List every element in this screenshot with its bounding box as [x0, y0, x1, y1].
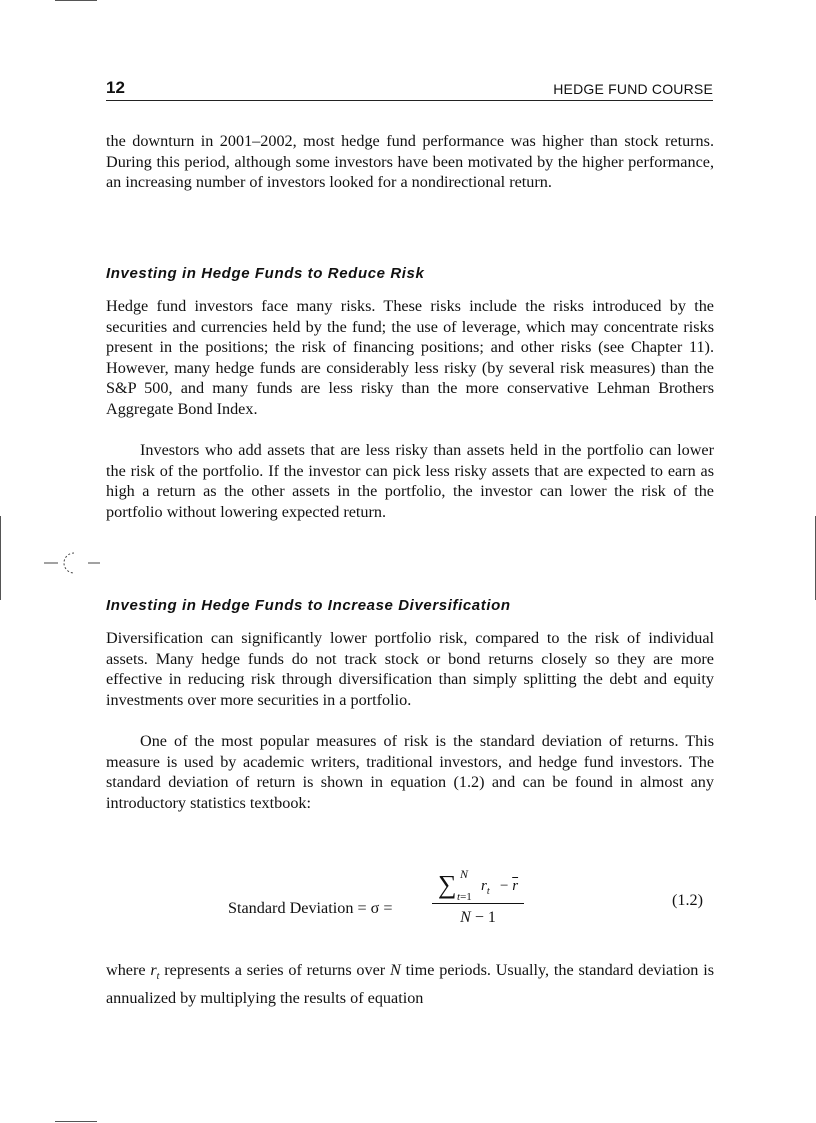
- body-paragraph: One of the most popular measures of risk is the standard deviation of returns. This measure is used by academic writers, traditional investors, and hedge fund investors. The standard deviation of return is shown in equation (1.2) and can be found in almost any introductory statistics textbook:: [106, 732, 714, 812]
- summation-symbol: ∑: [438, 870, 457, 899]
- crop-mark-top: [55, 0, 97, 1]
- equation-denominator: N − 1: [460, 909, 496, 926]
- fraction-bar: [432, 903, 524, 904]
- equation-fraction: [432, 866, 524, 930]
- body-paragraph: Diversification can significantly lower portfolio risk, compared to the risk of individual assets. Many hedge funds do not track stock or bond returns closely so they are more effective in reducing risk through diversification than simply splitting the debt and equity investments over more securities in a portfolio.: [106, 629, 714, 709]
- page-header: [106, 78, 713, 101]
- intro-paragraph: the downturn in 2001–2002, most hedge fund performance was higher than stock returns. During this period, although some investors have been motivated by the higher performance, an increasing number of investors looked for a nondirectional return.: [106, 132, 714, 192]
- side-crop-mark-left: [0, 516, 1, 600]
- summation-lower-limit: t=1: [457, 891, 472, 903]
- inline-variable-rt: $r_t$: [150, 961, 160, 983]
- registration-mark-icon: [44, 548, 104, 578]
- equation-number: (1.2): [672, 891, 704, 909]
- running-head: HEDGE FUND COURSE: [553, 81, 713, 97]
- equation-lhs: Standard Deviation = σ =: [228, 899, 393, 917]
- section-heading-diversification: Investing in Hedge Funds to Increase Diversification: [106, 597, 511, 614]
- return-term: $r_t$: [481, 878, 490, 897]
- equation-standard-deviation: [0, 866, 816, 936]
- mean-return-term: − $\overline{r}$: [500, 878, 519, 894]
- crop-mark-bottom: [55, 1121, 97, 1122]
- body-paragraph: Investors who add assets that are less risky than assets held in the portfolio can lower the risk of the portfolio. If the investor can pick less risky assets that are expected to earn as high a return as the other assets in the portfolio, the investor can lower the risk of the portfolio without lowering expected return.: [106, 441, 714, 521]
- section-heading-reduce-risk: Investing in Hedge Funds to Reduce Risk: [106, 265, 425, 282]
- closing-paragraph: where $r_t$ represents a series of returns over N time periods. Usually, the standard deviation is annualized by multiplying the results of equation: [106, 961, 714, 1007]
- body-paragraph: Hedge fund investors face many risks. These risks include the risks introduced by the securities and currencies held by the fund; the use of leverage, which may concentrate risks present in the positions; the risk of financing positions; and other risks (see Chapter 11). However, many hedge funds are considerably less risky (by several risk measures) than the S&P 500, and many funds are less risky than the more conservative Lehman Brothers Aggregate Bond Index.: [106, 297, 714, 418]
- summation-upper-limit: N: [460, 867, 469, 881]
- page-number: 12: [106, 78, 125, 97]
- inline-variable-n: N: [390, 961, 401, 979]
- equation-numerator: [438, 867, 522, 903]
